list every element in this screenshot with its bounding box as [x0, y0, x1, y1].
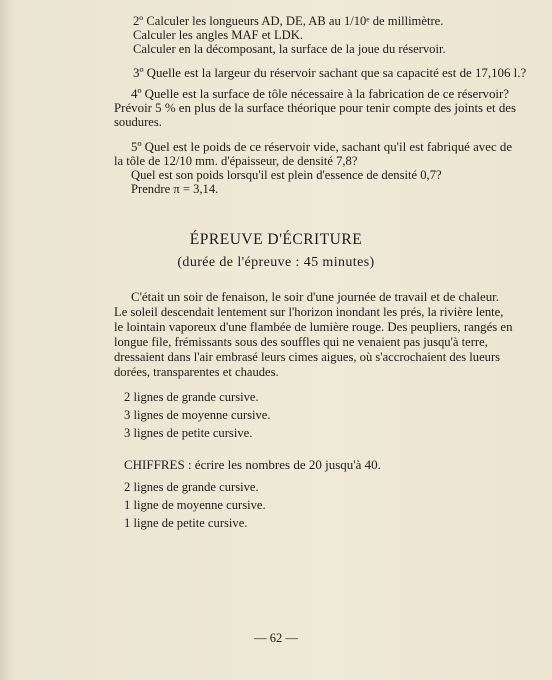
- dictation-line-2: Le soleil descendait lentement sur l'horizon inondant les prés, la rivière lente,: [114, 305, 504, 319]
- q3-line-1: 3º Quelle est la largeur du réservoir sachant que sa capacité est de 17,106 l.?: [133, 66, 527, 80]
- section-title: ÉPREUVE D'ÉCRITURE: [189, 231, 363, 248]
- list-item: 3 lignes de petite cursive.: [124, 426, 253, 440]
- q4-line-3: soudures.: [114, 115, 162, 129]
- list-item: 3 lignes de moyenne cursive.: [124, 408, 271, 422]
- q5-line-2: la tôle de 12/10 mm. d'épaisseur, de densité 7,8?: [114, 154, 358, 168]
- q4-line-1: 4º Quelle est la surface de tôle nécessaire à la fabrication de ce réservoir?: [131, 87, 509, 101]
- q4-line-2: Prévoir 5 % en plus de la surface théorique pour tenir compte des joints et des: [114, 101, 517, 115]
- q2-line-2: Calculer les angles MAF et LDK.: [133, 28, 303, 42]
- list-item: 1 ligne de moyenne cursive.: [124, 498, 266, 512]
- section-subtitle: (durée de l'épreuve : 45 minutes): [177, 255, 375, 270]
- list-item: 2 lignes de grande cursive.: [124, 390, 259, 404]
- list-item: 1 ligne de petite cursive.: [124, 516, 248, 530]
- q5-line-1: 5º Quel est le poids de ce réservoir vide, sachant qu'il est fabriqué avec de: [131, 140, 513, 154]
- q2-line-3: Calculer en la décomposant, la surface de la joue du réservoir.: [133, 42, 446, 56]
- page-number: — 62 —: [254, 631, 298, 645]
- q5-line-3: Quel est son poids lorsqu'il est plein d'essence de densité 0,7?: [131, 168, 442, 182]
- dictation-line-5: dressaient dans l'air embrasé leurs cimes aigues, où s'accrochaient des lueurs: [114, 350, 501, 364]
- chiffres-instruction: CHIFFRES : écrire les nombres de 20 jusqu'à 40.: [124, 457, 381, 472]
- q2-line-1: 2º Calculer les longueurs AD, DE, AB au 1/10ᵉ de millimètre.: [133, 14, 444, 28]
- dictation-line-4: longue file, frémissants sous des souffles qui ne venaient pas jusqu'à terre,: [114, 335, 488, 349]
- dictation-line-6: dorées, transparentes et chaudes.: [114, 365, 279, 379]
- q5-line-4: Prendre π = 3,14.: [131, 182, 219, 196]
- dictation-line-1: C'était un soir de fenaison, le soir d'une journée de travail et de chaleur.: [131, 290, 499, 304]
- dictation-line-3: le lointain vaporeux d'une flambée de lumière rouge. Des peupliers, rangés en: [114, 320, 513, 334]
- list-item: 2 lignes de grande cursive.: [124, 480, 259, 494]
